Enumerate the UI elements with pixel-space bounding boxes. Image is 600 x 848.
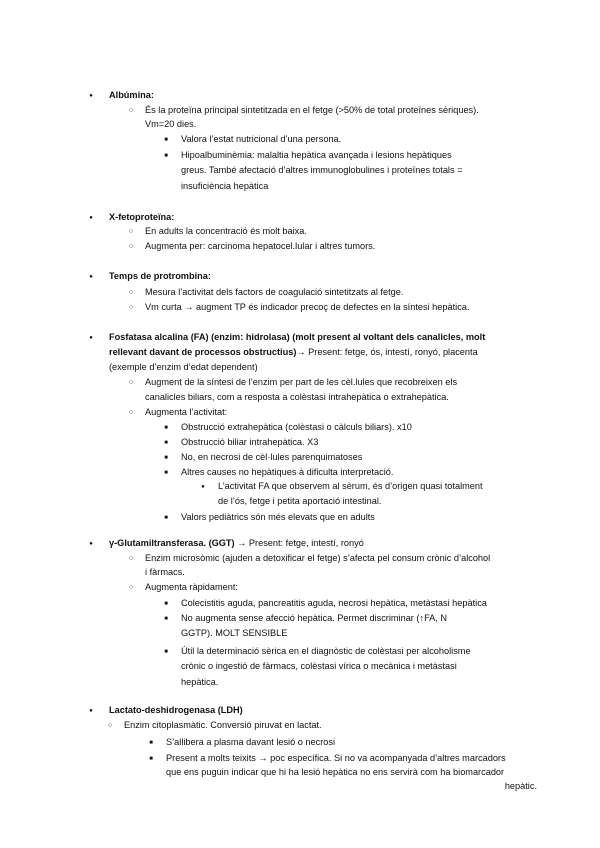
list-bullet xyxy=(125,376,137,389)
list-bullet xyxy=(160,645,172,658)
list-bullet xyxy=(160,133,172,146)
list-item: S’allibera a plasma davant lesió o necrosi xyxy=(166,737,336,747)
list-item: Valors pediàtrics són més elevats que en adults xyxy=(181,512,375,522)
list-bullet xyxy=(85,89,97,102)
list-item: Colecistitis aguda, pancreatitis aguda, necrosi hepàtica, metàstasi hepàtica xyxy=(181,598,487,608)
list-item: canalicles biliars, com a resposta a colèstasi intrahepàtica o extrahepàtica. xyxy=(145,392,449,402)
list-bullet xyxy=(125,301,137,314)
list-bullet xyxy=(160,149,172,162)
list-item: Vm curta → augment TP és indicador precoç de defectes en la síntesi hepàtica. xyxy=(145,302,470,312)
list-item: GGTP). MOLT SENSIBLE xyxy=(181,628,288,638)
list-item: hepàtic. xyxy=(504,781,537,791)
list-bullet xyxy=(85,270,97,283)
list-bullet xyxy=(125,552,137,565)
list-item: Enzim citoplasmàtic. Conversió piruvat en lactat. xyxy=(124,720,322,730)
list-item: i fàrmacs. xyxy=(145,567,185,577)
list-bullet xyxy=(85,211,97,224)
list-item: Mesura l’activitat dels factors de coagulació sintetitzats al fetge. xyxy=(145,287,404,297)
list-item: No augmenta sense afecció hepàtica. Permet discriminar (↑FA, N xyxy=(181,613,448,623)
section-title-ggt-tail: → Present: fetge, intestí, ronyó xyxy=(237,538,364,548)
list-item: Útil la determinació sèrica en el diagnòstic de colèstasi per alcoholisme xyxy=(181,646,471,656)
list-bullet xyxy=(160,511,172,524)
list-bullet xyxy=(125,225,137,238)
section-title-fosfatasa: Fosfatasa alcalina (FA) (enzim: hidrolasa) (molt present al voltant dels canalicles, molt xyxy=(109,332,486,342)
list-item: És la proteïna principal sintetitzada en el fetge (>50% de total proteïnes sèriques). xyxy=(145,105,479,115)
list-item: Present a molts teixits → poc específica. Si no va acompanyada d’altres marcadors xyxy=(166,753,506,763)
list-item: Hipoalbuminèmia: malaltia hepàtica avançada i lesions hepàtiques xyxy=(181,150,452,160)
list-item: Obstrucció extrahepàtica (colèstasi o càlculs biliars). x10 xyxy=(181,422,412,432)
list-item: insuficiència hepàtica xyxy=(181,181,269,191)
list-bullet xyxy=(85,704,97,717)
list-item: que ens puguin indicar que hi ha lesió hepàtica no ens servirà com ha biomarcador xyxy=(166,767,505,777)
section-title-protrombina: Temps de protrombina: xyxy=(109,271,211,281)
list-bullet xyxy=(160,436,172,449)
section-title-fetoproteina: X-fetoproteïna: xyxy=(109,212,175,222)
list-bullet xyxy=(125,286,137,299)
list-bullet xyxy=(125,104,137,117)
list-item: Altres causes no hepàtiques à dificulta interpretació. xyxy=(181,467,394,477)
list-bullet xyxy=(160,421,172,434)
section-title-fosfatasa-tail: → Present: fetge, ós, intestí, ronyó, placenta xyxy=(296,347,478,357)
section-title-ggt: γ-Glutamiltransferasa. (GGT) xyxy=(109,538,235,548)
list-item: Augmenta ràpidament: xyxy=(145,582,238,592)
list-item: Vm=20 dies. xyxy=(145,119,197,129)
list-item: En adults la concentració és molt baixa. xyxy=(145,226,307,236)
list-bullet xyxy=(125,240,137,253)
list-bullet xyxy=(145,736,157,749)
list-bullet xyxy=(160,451,172,464)
list-item: crònic o ingestió de fàrmacs, colèstasi vírica o mecànica i metàstasi xyxy=(181,661,457,671)
list-bullet xyxy=(125,406,137,419)
list-item: Valora l’estat nutricional d’una persona. xyxy=(181,134,342,144)
list-item: Augmenta per: carcinoma hepatocel.lular i altres tumors. xyxy=(145,241,376,251)
list-item: L’activitat FA que observem al sèrum, és d’origen quasi totalment xyxy=(218,481,483,491)
section-title-fosfatasa-line2 xyxy=(109,346,478,358)
list-item: hepàtica. xyxy=(181,677,219,687)
list-bullet xyxy=(85,537,97,550)
list-item: No, en necrosi de cèl·lules parenquimatoses xyxy=(181,452,363,462)
list-bullet xyxy=(125,581,137,594)
list-item: greus. També afectació d’altres immunoglobulines i proteïnes totals = xyxy=(181,165,463,175)
list-item: de l’ós, fetge i petita aportació intestinal. xyxy=(218,496,382,506)
section-title-fosfatasa-extra: (exemple d’enzim d’edat dependent) xyxy=(109,362,258,372)
list-bullet xyxy=(160,466,172,479)
list-bullet xyxy=(160,612,172,625)
section-title-fosfatasa-cont: rellevant davant de processos obstructius) xyxy=(109,347,297,357)
list-item: Obstrucció biliar intrahepàtica. X3 xyxy=(181,437,319,447)
list-item: Augmenta l’activitat: xyxy=(145,407,228,417)
section-title-ggt-line xyxy=(109,537,364,549)
list-bullet xyxy=(85,331,97,344)
section-title-ldh: Lactato-deshidrogenasa (LDH) xyxy=(109,705,243,715)
list-item: Enzim microsòmic (ajuden a detoxificar el fetge) s’afecta pel consum crònic d’alcohol xyxy=(145,553,491,563)
list-item: Augment de la síntesi de l’enzim per part de les cèl.lules que recobreixen els xyxy=(145,377,458,387)
list-bullet xyxy=(197,480,209,493)
list-bullet xyxy=(104,719,116,732)
list-bullet xyxy=(160,597,172,610)
list-bullet xyxy=(145,752,157,765)
section-title-albumina: Albúmina: xyxy=(109,90,154,100)
